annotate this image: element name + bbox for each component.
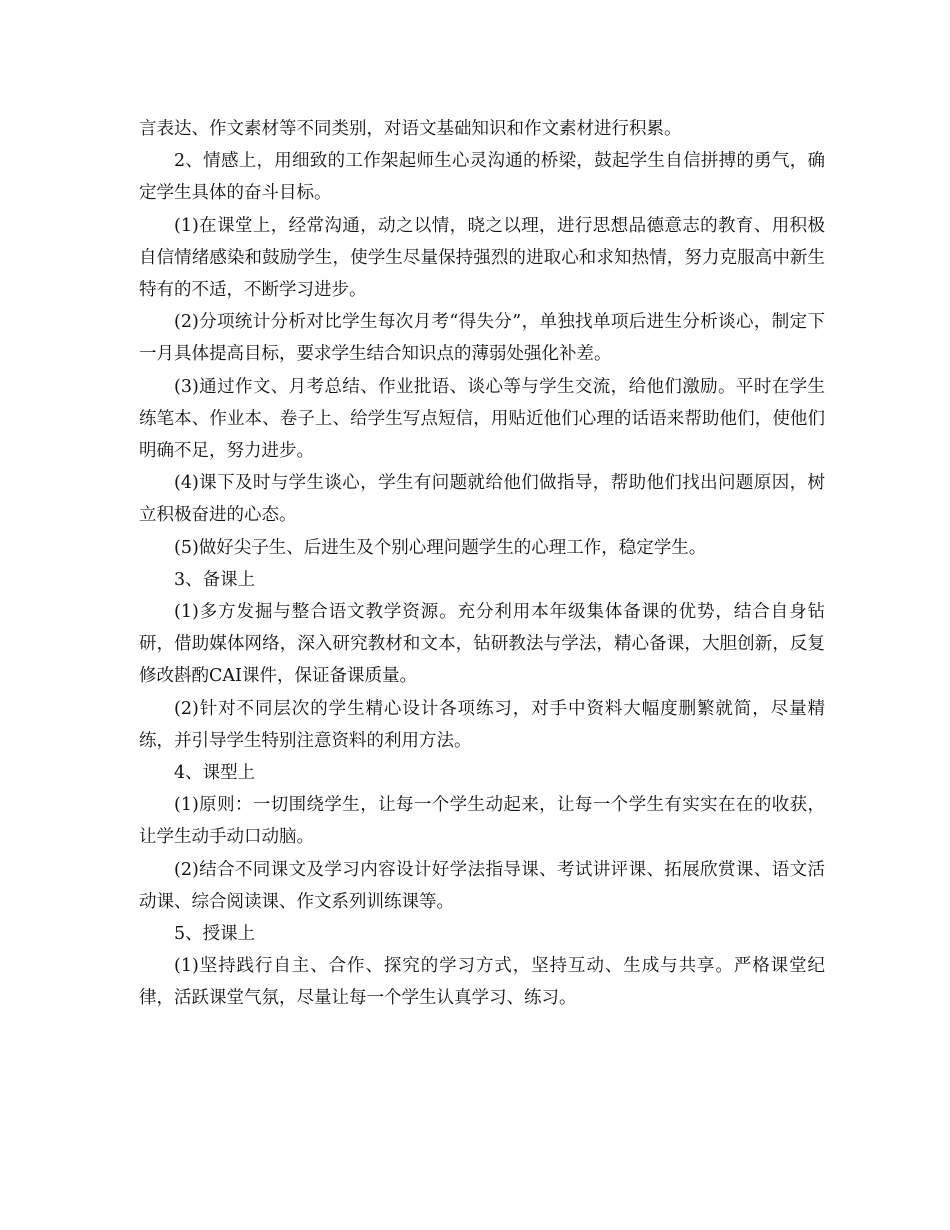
section-heading-teaching: 5、授课上 bbox=[174, 924, 256, 945]
paragraph-continuation: 言表达、作文素材等不同类别，对语文基础知识和作文素材进行积累。 bbox=[139, 119, 682, 139]
list-item: (2)分项统计分析对比学生每次月考“得失分”，单独找单项后进生分析谈心，制定下一月具体提高目标，要求学生结合知识点的薄弱处强化补差。 bbox=[139, 312, 825, 365]
section-heading-emotion: 2、情感上，用细致的工作架起师生心灵沟通的桥梁，鼓起学生自信拼搏的勇气，确定学生具体的奋斗目标。 bbox=[139, 151, 825, 204]
section-heading-lesson-prep: 3、备课上 bbox=[174, 569, 256, 590]
list-item: (5)做好尖子生、后进生及个别心理问题学生的心理工作，稳定学生。 bbox=[174, 537, 707, 558]
list-item: (2)针对不同层次的学生精心设计各项练习，对手中资料大幅度删繁就简，尽量精练，并引导学生特别注意资料的利用方法。 bbox=[139, 698, 825, 751]
section-heading-lesson-type: 4、课型上 bbox=[174, 763, 256, 784]
list-item: (3)通过作文、月考总结、作业批语、谈心等与学生交流，给他们激励。平时在学生练笔本、作业本、卷子上、给学生写点短信，用贴近他们心理的话语来帮助他们，使他们明确不足，努力进步。 bbox=[139, 376, 825, 462]
list-item: (1)多方发掘与整合语文教学资源。充分利用本年级集体备课的优势，结合自身钻研，借助媒体网络，深入研究教材和文本，钻研教法与学法，精心备课，大胆创新，反复修改斟酌CAI课件，保证备课质量。 bbox=[139, 602, 825, 687]
list-item: (1)在课堂上，经常沟通，动之以情，晓之以理，进行思想品德意志的教育、用积极自信情绪感染和鼓励学生，使学生尽量保持强烈的进取心和求知热情，努力克服高中新生特有的不适，不断学习进步。 bbox=[139, 215, 825, 301]
list-item: (1)原则：一切围绕学生，让每一个学生动起来，让每一个学生有实实在在的收获，让学生动手动口动脑。 bbox=[139, 795, 825, 848]
list-item: (4)课下及时与学生谈心，学生有问题就给他们做指导，帮助他们找出问题原因，树立积极奋进的心态。 bbox=[139, 473, 825, 526]
list-item: (2)结合不同课文及学习内容设计好学法指导课、考试讲评课、拓展欣赏课、语文活动课、综合阅读课、作文系列训练课等。 bbox=[139, 859, 825, 912]
document-body bbox=[139, 113, 825, 1015]
list-item: (1)坚持践行自主、合作、探究的学习方式，坚持互动、生成与共享。严格课堂纪律，活跃课堂气氛，尽量让每一个学生认真学习、练习。 bbox=[139, 956, 825, 1009]
